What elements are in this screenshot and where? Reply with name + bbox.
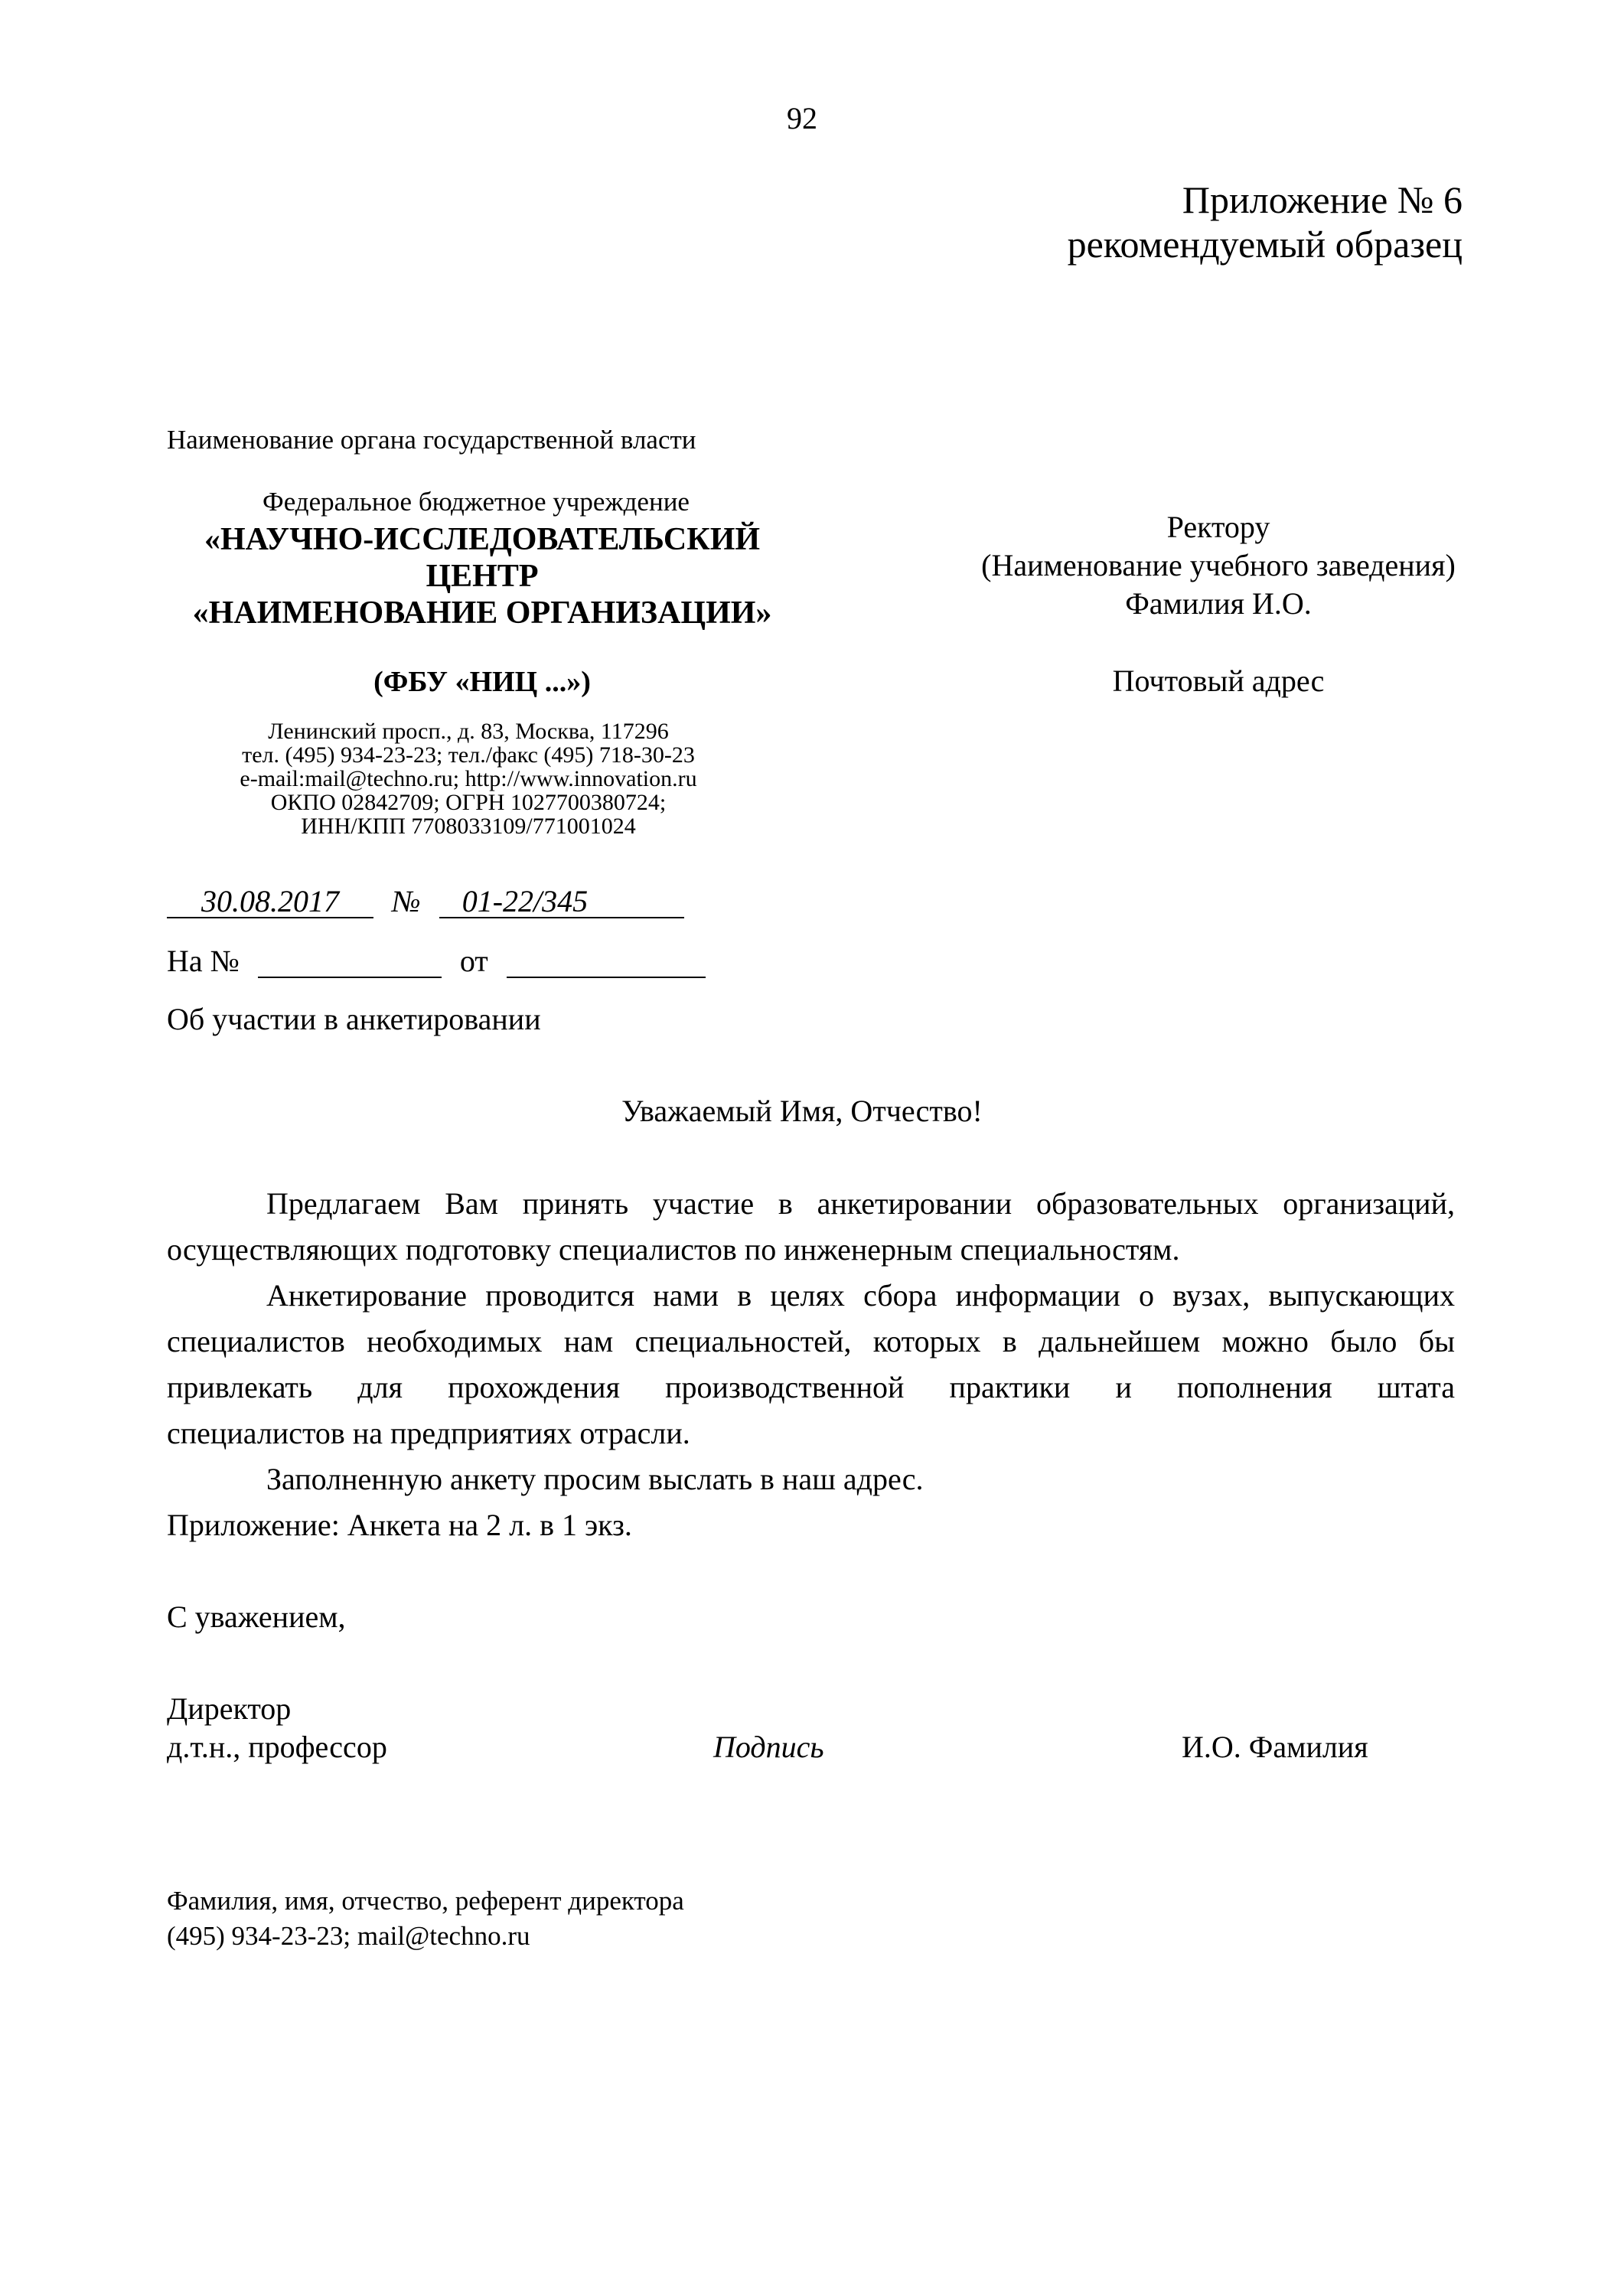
registration-line [167,886,684,918]
reply-date-blank [507,946,706,978]
recipient-institution: (Наименование учебного заведения) [981,548,1456,582]
org-address: Ленинский просп., д. 83, Москва, 117296 [268,719,669,744]
org-name-line: «НАУЧНО-ИССЛЕДОВАТЕЛЬСКИЙ [204,522,761,557]
org-type: Федеральное бюджетное учреждение [263,487,690,517]
org-phones: тел. (495) 934-23-23; тел./факс (495) 718-30-23 [242,742,695,768]
org-name-line: ЦЕНТР [426,559,539,594]
doc-number: 01-22/345 [439,886,684,918]
attachment-note: Приложение: Анкета на 2 л. в 1 экз. [167,1508,632,1542]
org-name-line: «НАИМЕНОВАНИЕ ОРГАНИЗАЦИИ» [192,595,772,631]
body-line: специалистов необходимых нам специальностей, которых в дальнейшем можно было бы [167,1324,1455,1358]
recipient-name: Фамилия И.О. [1125,586,1312,621]
recipient-address: Почтовый адрес [1112,664,1325,698]
page-number: 92 [787,101,817,135]
body-line: осуществляющих подготовку специалистов по инженерным специальностям. [167,1232,1180,1267]
body-line: Предлагаем Вам принять участие в анкетировании образовательных организаций, [266,1186,1455,1221]
signer-position: Директор [167,1691,292,1726]
number-sign: № [392,884,421,918]
reply-number-blank [258,946,442,978]
org-email-web: e-mail:mail@techno.ru; http://www.innovation.ru [240,766,697,791]
signature-placeholder: Подпись [713,1730,824,1764]
appendix-title: Приложение № 6 [1182,178,1463,221]
org-short-name: (ФБУ «НИЦ ...») [373,666,591,698]
org-codes: ОКПО 02842709; ОГРН 1027700380724; [270,790,667,815]
recipient-title: Ректору [1166,510,1270,544]
authority-name: Наименование органа государственной власти [167,425,696,455]
contact-info: (495) 934-23-23; mail@techno.ru [167,1921,530,1951]
body-line: привлекать для прохождения производственной практики и пополнения штата [167,1370,1455,1404]
body-line: Заполненную анкету просим выслать в наш адрес. [266,1462,924,1496]
appendix-subtitle: рекомендуемый образец [1067,223,1463,266]
body-line: специалистов на предприятиях отрасли. [167,1416,690,1450]
closing: С уважением, [167,1600,346,1634]
signer-degree: д.т.н., профессор [167,1730,387,1764]
body-line: Анкетирование проводится нами в целях сбора информации о вузах, выпускающих [266,1278,1455,1313]
reply-label: На № [167,944,240,978]
doc-date: 30.08.2017 [167,886,373,918]
contact-person: Фамилия, имя, отчество, референт директора [167,1886,684,1916]
greeting: Уважаемый Имя, Отчество! [621,1094,983,1128]
signer-name: И.О. Фамилия [1182,1730,1368,1764]
org-inn-kpp: ИНН/КПП 7708033109/771001024 [301,814,636,839]
from-label: от [459,944,488,978]
subject: Об участии в анкетировании [167,1002,541,1036]
reply-line [167,946,706,978]
